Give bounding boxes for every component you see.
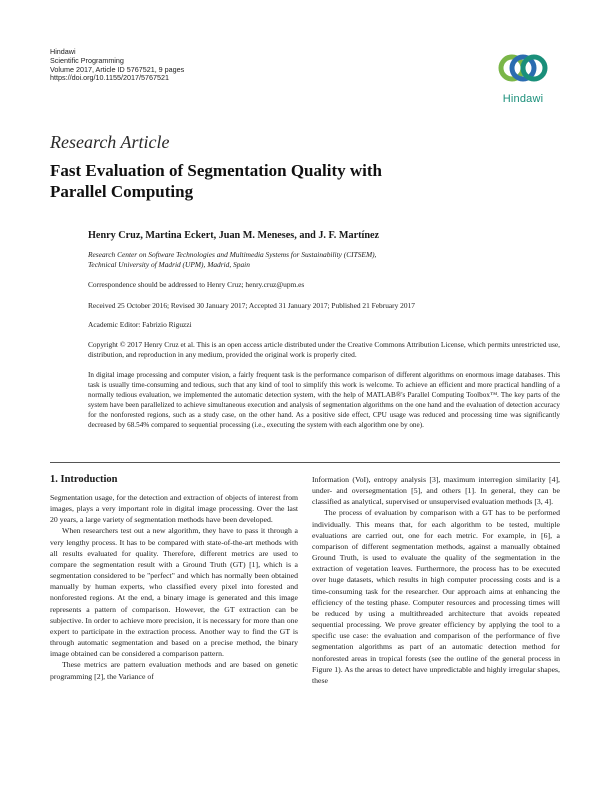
section-divider: [50, 462, 560, 463]
publisher-name: Hindawi: [50, 47, 76, 56]
title-line-2: Parallel Computing: [50, 182, 194, 201]
academic-editor: Academic Editor: Fabrizio Riguzzi: [88, 320, 192, 329]
body-column-right: [312, 474, 560, 686]
copyright-notice: Copyright © 2017 Henry Cruz et al. This is an open access article distributed under the Creative Commons Attribution License, which permits unrestricted use, distribution, and reproduction in any medium, provided the original work is properly cited.: [88, 340, 560, 359]
volume-line: Volume 2017, Article ID 5767521, 9 pages: [50, 64, 185, 74]
author-list: Henry Cruz, Martina Eckert, Juan M. Meneses, and J. F. Martínez: [88, 230, 380, 241]
article-title: [50, 160, 490, 202]
correspondence: Correspondence should be addressed to Henry Cruz; henry.cruz@upm.es: [88, 280, 305, 289]
journal-meta: [50, 48, 184, 83]
journal-name: Scientific Programming: [50, 55, 124, 65]
affiliation-line-1: Research Center on Software Technologies and Multimedia Systems for Sustainability (CITSEM),: [88, 250, 377, 259]
article-type: Research Article: [50, 132, 170, 152]
publication-dates: Received 25 October 2016; Revised 30 January 2017; Accepted 31 January 2017; Published 21 February 2017: [88, 301, 415, 310]
body-paragraph: The process of evaluation by comparison with a GT has to be performed individually. This means that, for each algorithm to be tested, multiple evaluations are carried out, one for each metric. For example, in [6], a comparison of different segmentation methods, against a manually obtained Ground Truth, is used to evaluate the quality of the segmentation in the extraction of vegetation leaves. Furthermore, the process has to be executed over huge datasets, which results in high computer processing costs and is a time-consuming task for the researcher. Our approach aims at enhancing the efficiency of the testing phase. Computer resources and processing times will be reduced by using a multithreaded architecture that avoids repeated sequential processing. We prove greater efficiency by applying the tool to a specific use case: the evaluation and comparison of the performance of five segmentation algorithms as part of an automatic detection method for nonforested areas in tropical forests (see the outline of the general process in Figure 1). As the areas to detect have unpredictable and highly irregular shapes, these: [312, 508, 560, 685]
body-paragraph: Segmentation usage, for the detection and extraction of objects of interest from images, plays a very important role in digital image processing. Over the last 20 years, a large variety of segmentation methods have been developed.: [50, 493, 298, 525]
body-paragraph: Information (VoI), entropy analysis [3], maximum interregion similarity [4], under- and oversegmentation [5], and others [1]. In general, they can be classified as analytical, supervised or unsupervised evaluation methods [3, 4].: [312, 475, 560, 507]
section-heading-introduction: 1. Introduction: [50, 474, 118, 485]
body-paragraph: When researchers test out a new algorithm, they have to pass it through a very lengthy process. It has to be compared with state-of-the-art methods with all results evaluated for quality. Therefore, different metrics are used to compare the segmentation result with a Ground Truth (GT) [1], which is a segmentation considered to be "perfect" and which has normally been obtained manually by human experts, who classified every pixel into forested and nonforested regions. At the end, a binary image is generated and this image represents a pattern of comparison. However, the GT extraction can be subjective. In order to achieve more precision, it is necessary for more than one expert to participate in the extraction process. Another way to find the GT is through automatic segmentation and based on a precise method, the binary image obtained can be considered a comparison pattern.: [50, 526, 298, 659]
affiliation: [88, 250, 558, 270]
body-paragraph: These metrics are pattern evaluation methods and are based on genetic programming [2], the Variance of: [50, 660, 298, 681]
doi-link[interactable]: https://doi.org/10.1155/2017/5767521: [50, 73, 169, 83]
affiliation-line-2: Technical University of Madrid (UPM), Madrid, Spain: [88, 260, 250, 269]
abstract: In digital image processing and computer vision, a fairly frequent task is the performance comparison of different algorithms on enormous image databases. This task is usually time-consuming and tedious, such that any kind of tool to simplify this work is welcome. To achieve an efficient and more practical handling of a normally tedious evaluation, we implemented the automatic detection system, with the help of MATLAB®'s Parallel Computing Toolbox™. The key parts of the system have been parallelized to achieve simultaneous execution and analysis of segmentation algorithms on the one hand and the evaluation of detection accuracy for the nonforested regions, such as a study case, on the other hand. As a positive side effect, CPU usage was reduced and processing time was significantly decreased by 68.54% compared to sequential processing (i.e., executing the system with each algorithm one by one).: [88, 371, 560, 429]
body-column-left: [50, 492, 298, 682]
title-line-1: Fast Evaluation of Segmentation Quality with: [50, 161, 382, 180]
hindawi-logo-text: Hindawi: [502, 93, 544, 105]
